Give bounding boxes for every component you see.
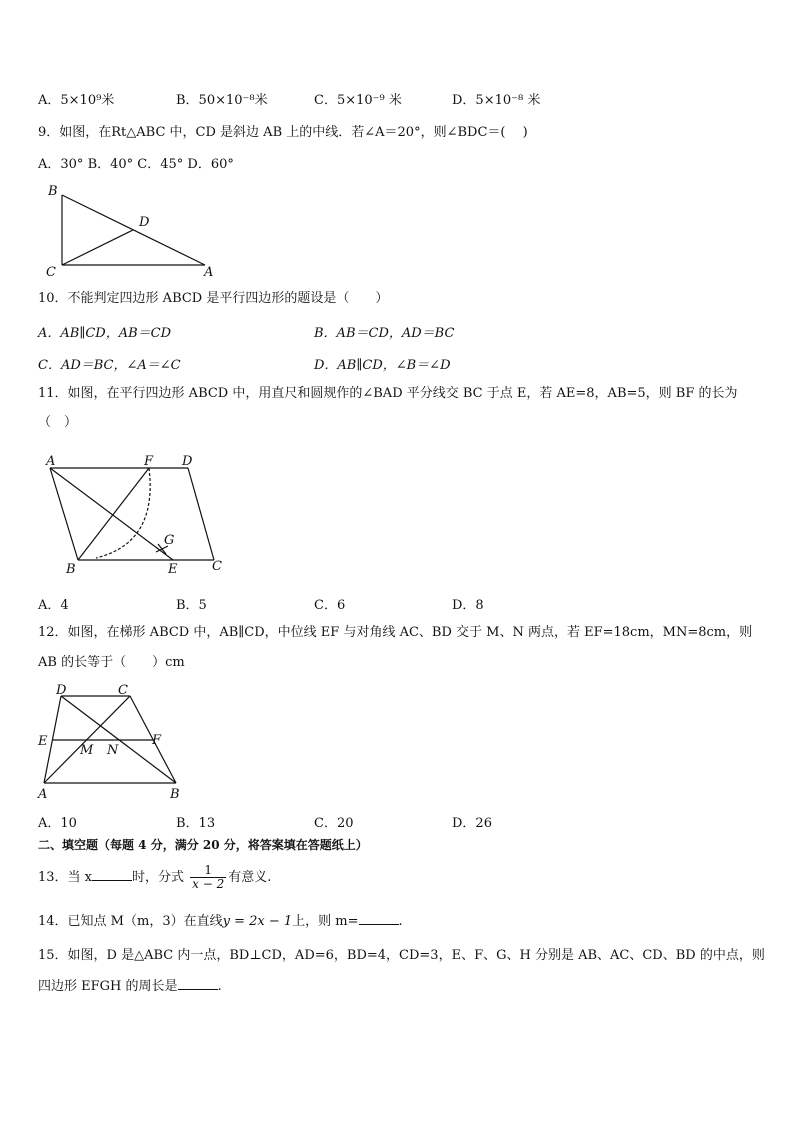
q11-label-d: D xyxy=(182,454,193,469)
q10-option-d: D．AB∥CD，∠B＝∠D xyxy=(314,358,451,373)
q13-frac-num: 1 xyxy=(190,864,226,878)
q11-label-b: B xyxy=(66,562,76,577)
q11-label-c: C xyxy=(212,559,222,574)
q15-line1: 15．如图，D 是△ABC 内一点，BD⊥CD，AD=6，BD=4，CD=3，E、F、G、H 分别是 AB、AC、CD、BD 的中点，则 xyxy=(38,948,765,963)
q14 xyxy=(38,912,403,931)
q11-segment-bf xyxy=(78,468,149,560)
q11-option-d: D．8 xyxy=(452,598,484,613)
q9-figure xyxy=(40,180,230,280)
q12-label-a: A xyxy=(38,787,48,802)
q11-label-a: A xyxy=(46,454,56,469)
q10-option-b: B．AB＝CD，AD＝BC xyxy=(314,326,455,341)
q10-option-a: A．AB∥CD，AB＝CD xyxy=(38,326,172,341)
q11-figure xyxy=(40,448,240,578)
q12-stem: 12．如图，在梯形 ABCD 中，AB∥CD，中位线 EF 与对角线 AC、BD 交于 M、N 两点，若 EF=18cm，MN=8cm，则 xyxy=(38,625,753,640)
q12-option-b: B．13 xyxy=(176,816,216,831)
q9-label-b: B xyxy=(48,184,58,199)
q15-end: . xyxy=(217,979,222,994)
q12-label-d: D xyxy=(56,683,67,698)
q15-line2 xyxy=(38,977,222,996)
q9-label-c: C xyxy=(46,265,56,280)
q12-label-e: E xyxy=(38,734,48,749)
q8-option-c: C．5×10⁻⁹ 米 xyxy=(314,93,402,108)
q10-stem: 10．不能判定四边形 ABCD 是平行四边形的题设是（ ） xyxy=(38,291,389,306)
q8-option-b: B．50×10⁻⁸米 xyxy=(176,93,268,108)
q13-post: 有意义. xyxy=(228,870,272,885)
q11-option-b: B．5 xyxy=(176,598,207,613)
q11-stem-paren: （ ） xyxy=(38,415,78,430)
q12-option-d: D．26 xyxy=(452,816,492,831)
q14-pre: 14．已知点 M（m，3）在直线 xyxy=(38,914,223,929)
q12-label-m: M xyxy=(80,743,94,758)
q9-label-d: D xyxy=(139,215,150,230)
q13 xyxy=(38,858,271,898)
q11-segment-ab xyxy=(50,468,78,560)
q13-mid: 时，分式 xyxy=(132,870,185,885)
q13-pre: 13．当 x xyxy=(38,870,93,885)
q14-post: 上，则 m= xyxy=(292,914,359,929)
q11-label-e: E xyxy=(168,562,178,577)
q11-label-g: G xyxy=(164,533,175,548)
q8-option-a: A．5×10⁹米 xyxy=(38,93,115,108)
q14-end: . xyxy=(398,914,403,929)
q12-label-f: F xyxy=(152,733,162,748)
q11-label-f: F xyxy=(144,454,154,469)
q12-label-c: C xyxy=(118,683,128,698)
q12-label-b: B xyxy=(170,787,180,802)
q14-equation: y = 2x − 1 xyxy=(222,914,293,929)
section-heading: 二、填空题（每题 4 分，满分 20 分，将答案填在答题纸上） xyxy=(38,838,368,852)
q15-blank[interactable] xyxy=(178,977,218,990)
q12-figure xyxy=(34,682,194,804)
q11-option-a: A．4 xyxy=(38,598,69,613)
q11-arc xyxy=(96,468,150,558)
q12-option-c: C．20 xyxy=(314,816,354,831)
q11-stem: 11．如图，在平行四边形 ABCD 中，用直尺和圆规作的∠BAD 平分线交 BC 于点 E，若 AE=8，AB=5，则 BF 的长为 xyxy=(38,386,738,401)
q8-option-d: D．5×10⁻⁸ 米 xyxy=(452,93,541,108)
q9-options: A．30° B．40° C．45° D．60° xyxy=(38,157,234,172)
q11-option-c: C．6 xyxy=(314,598,346,613)
q12-label-n: N xyxy=(107,743,119,758)
q15-line2-text: 四边形 EFGH 的周长是 xyxy=(38,979,178,994)
q13-blank[interactable] xyxy=(92,868,132,881)
q11-segment-dc xyxy=(188,468,214,560)
q9-label-a: A xyxy=(204,265,214,280)
q14-blank[interactable] xyxy=(359,912,399,925)
q9-segment-cd xyxy=(62,230,133,265)
q13-frac-den: x − 2 xyxy=(192,877,225,891)
q11-segment-ae xyxy=(50,468,173,560)
q12-stem-line2: AB 的长等于（ ）cm xyxy=(38,655,185,670)
q9-stem: 9．如图，在Rt△ABC 中，CD 是斜边 AB 上的中线．若∠A＝20°，则∠BDC＝( ) xyxy=(38,125,528,140)
q12-option-a: A．10 xyxy=(38,816,77,831)
q10-option-c: C．AD＝BC，∠A＝∠C xyxy=(38,358,181,373)
q13-fraction xyxy=(190,864,226,891)
